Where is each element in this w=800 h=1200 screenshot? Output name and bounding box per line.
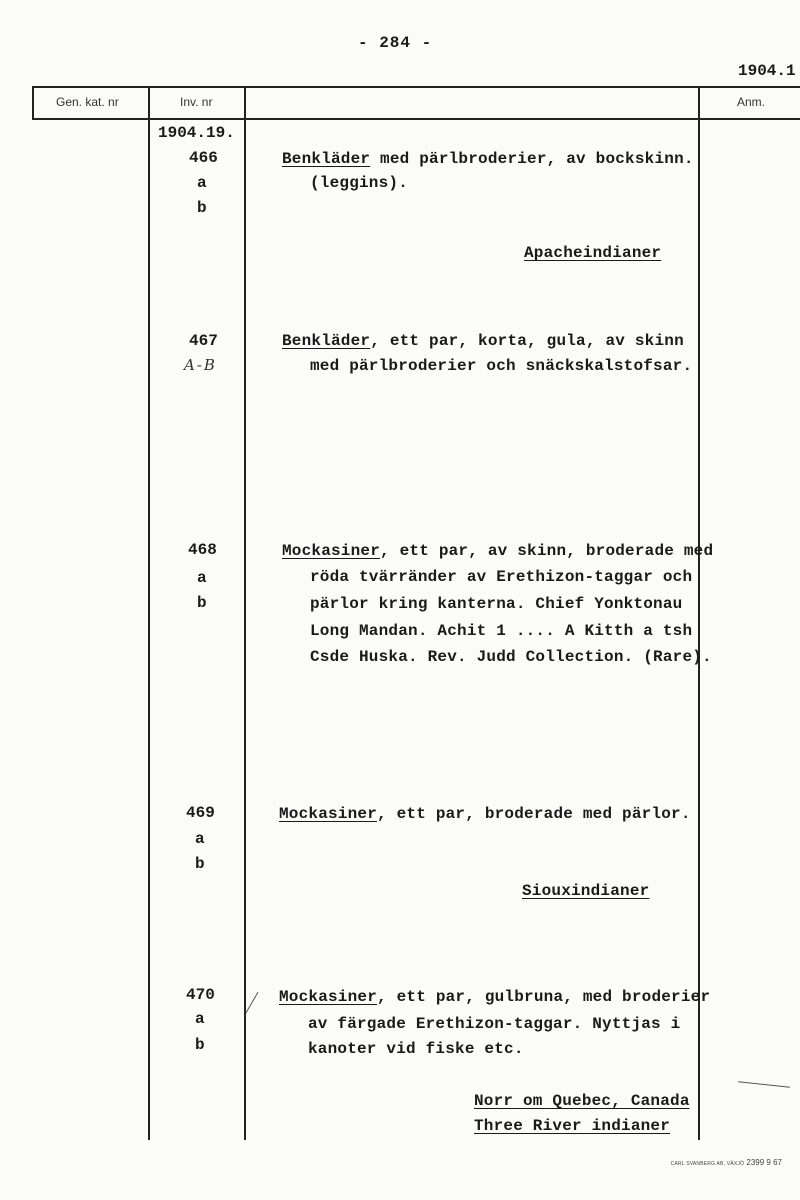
year-header: 1904.1 (738, 62, 796, 80)
handwritten-annotation: A-B (184, 356, 217, 374)
part-a: a (195, 1010, 205, 1028)
column-header-inv: Inv. nr (180, 95, 213, 109)
column-header-anm: Anm. (737, 95, 766, 109)
printer-imprint (671, 1158, 782, 1167)
pen-mark (246, 992, 259, 1013)
description-line: pärlor kring kanterna. Chief Yonktonau (310, 595, 683, 613)
col-divider-4 (698, 86, 700, 1140)
origin-label: Siouxindianer (522, 882, 650, 900)
part-a: a (197, 569, 207, 587)
inv-number: 467 (189, 332, 218, 350)
part-b: b (197, 594, 207, 612)
origin-label: Apacheindianer (524, 244, 662, 262)
object-name: Benkläder (282, 150, 371, 168)
description-line: Csde Huska. Rev. Judd Collection. (Rare). (310, 648, 712, 666)
part-b: b (197, 199, 207, 217)
inv-number: 468 (188, 541, 217, 559)
part-a: a (197, 174, 207, 192)
col-divider-2 (148, 86, 150, 1140)
description-line: Benkläder, ett par, korta, gula, av skinn (282, 332, 684, 350)
object-name: Mockasiner (282, 542, 381, 560)
column-header-gen-kat: Gen. kat. nr (56, 95, 119, 109)
part-b: b (195, 855, 205, 873)
printer-name: CARL SVANBERG AB, VÄXJÖ (670, 1161, 745, 1167)
description-line: Mockasiner, ett par, broderade med pärlor. (279, 805, 691, 823)
inv-number: 466 (189, 149, 218, 167)
page-number: - 284 - (358, 34, 433, 52)
pen-mark (738, 1081, 790, 1087)
col-divider-1 (32, 86, 34, 119)
object-name: Benkläder (282, 332, 371, 350)
description-line: kanoter vid fiske etc. (308, 1040, 524, 1058)
description-line: (leggins). (310, 174, 409, 192)
description-line: Long Mandan. Achit 1 .... A Kitth a tsh (310, 622, 693, 640)
description-line: med pärlbroderier och snäckskalstofsar. (310, 357, 693, 375)
description-line: Benkläder med pärlbroderier, av bockskinn. (282, 150, 694, 168)
col-divider-3 (244, 86, 246, 1140)
origin-label: Three River indianer (474, 1117, 671, 1135)
form-code: 2399 9 67 (746, 1158, 782, 1167)
inv-number: 470 (186, 986, 215, 1004)
inv-number: 469 (186, 804, 215, 822)
object-name: Mockasiner (279, 988, 378, 1006)
description-line: av färgade Erethizon-taggar. Nyttjas i (308, 1015, 681, 1033)
part-a: a (195, 830, 205, 848)
accession-number: 1904.19. (158, 124, 235, 142)
part-b: b (195, 1036, 205, 1054)
description-line: röda tvärränder av Erethizon-taggar och (310, 568, 693, 586)
description-line: Mockasiner, ett par, gulbruna, med broderier (279, 988, 711, 1006)
object-name: Mockasiner (279, 805, 378, 823)
origin-label: Norr om Quebec, Canada (474, 1092, 690, 1110)
description-line: Mockasiner, ett par, av skinn, broderade med (282, 542, 714, 560)
